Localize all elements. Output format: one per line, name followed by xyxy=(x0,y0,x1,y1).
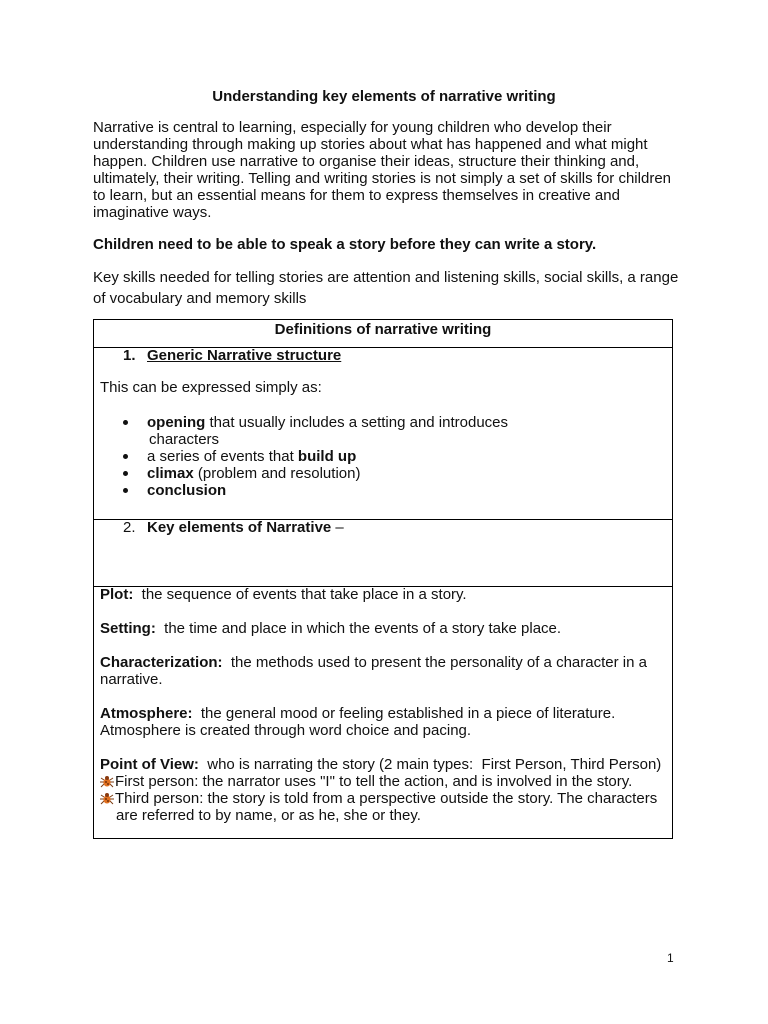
bullet-bold: build up xyxy=(297,448,357,465)
list-item xyxy=(94,448,508,465)
list-item xyxy=(94,482,508,499)
definition-text: the methods used to present the personality of a character in a narrative. xyxy=(100,654,652,688)
section1-row xyxy=(94,347,672,520)
section1-number: 1. xyxy=(123,347,136,364)
list-item xyxy=(94,465,508,482)
definition-term: Characterization: xyxy=(100,654,223,671)
bullet-icon xyxy=(123,488,128,493)
table-header: Definitions of narrative writing xyxy=(274,321,492,338)
bullet-bold: opening xyxy=(147,414,206,431)
section2-title: Key elements of Narrative xyxy=(147,519,332,536)
bullet-icon xyxy=(123,420,128,425)
definition-term: Point of View: xyxy=(100,756,199,773)
definition-term: Plot: xyxy=(100,586,134,603)
section2-row xyxy=(94,519,672,587)
section1-lead: This can be expressed simply as: xyxy=(100,379,322,396)
bullet-text: (problem and resolution) xyxy=(193,465,361,482)
bold-statement: Children need to be able to speak a story before they can write a story. xyxy=(93,236,597,253)
bullet-icon xyxy=(123,471,128,476)
document-title: Understanding key elements of narrative writing xyxy=(212,88,556,105)
section2-heading xyxy=(123,519,344,536)
definition-setting xyxy=(100,620,666,637)
bullet-bold: climax xyxy=(147,465,194,482)
bullet-icon xyxy=(123,454,128,459)
intro-paragraph: Narrative is central to learning, especially for young children who develop their understanding through making up stories about what has happened and what might happen. Children use narrative to organise their ideas, structure their thinking and, ultimately, their writing. Telling and writing stories is not simply a set of skills for children to learn, but an essential means for them to express themselves in creative and imaginative ways. xyxy=(93,119,671,221)
structure-list xyxy=(94,414,508,499)
definition-term: Atmosphere: xyxy=(100,705,193,722)
definition-plot xyxy=(100,586,666,603)
definition-point-of-view xyxy=(100,756,666,773)
definitions-list xyxy=(100,586,666,824)
section2-suffix: – xyxy=(331,519,344,536)
bullet-text: a series of events that xyxy=(147,448,298,465)
bullet-bold: conclusion xyxy=(147,482,227,499)
section1-heading xyxy=(123,347,341,364)
section1-title: Generic Narrative structure xyxy=(147,347,342,364)
bullet-text: that usually includes a setting and introduces xyxy=(205,414,509,431)
definition-term: Setting: xyxy=(100,620,156,637)
bug-icon xyxy=(100,792,114,805)
definition-text: the time and place in which the events of a story take place. xyxy=(155,620,562,637)
pov-text: First person: the narrator uses "I" to tell the action, and is involved in the story. xyxy=(115,773,633,790)
definitions-table xyxy=(93,319,673,839)
definition-text: the general mood or feeling established in a piece of literature. Atmosphere is created through word choice and pacing. xyxy=(100,705,619,739)
bullet-continuation: characters xyxy=(149,431,220,448)
pov-third-person xyxy=(100,790,666,824)
definition-atmosphere xyxy=(100,705,666,739)
section2-number: 2. xyxy=(123,519,136,536)
pov-text: Third person: the story is told from a perspective outside the story. The characters are referred to by name, or as he, she or they. xyxy=(115,790,658,824)
table-header-row xyxy=(94,320,672,348)
definition-text: the sequence of events that take place in a story. xyxy=(133,586,467,603)
list-item xyxy=(94,414,508,448)
pov-first-person xyxy=(100,773,666,790)
definitions-row xyxy=(94,586,672,838)
definition-text: who is narrating the story (2 main types: First Person, Third Person) xyxy=(198,756,662,773)
bug-icon xyxy=(100,775,114,788)
key-skills-paragraph: Key skills needed for telling stories are attention and listening skills, social skills, a range of vocabulary and memory skills xyxy=(93,269,679,307)
definition-characterization xyxy=(100,654,666,688)
page-number: 1 xyxy=(667,951,674,965)
